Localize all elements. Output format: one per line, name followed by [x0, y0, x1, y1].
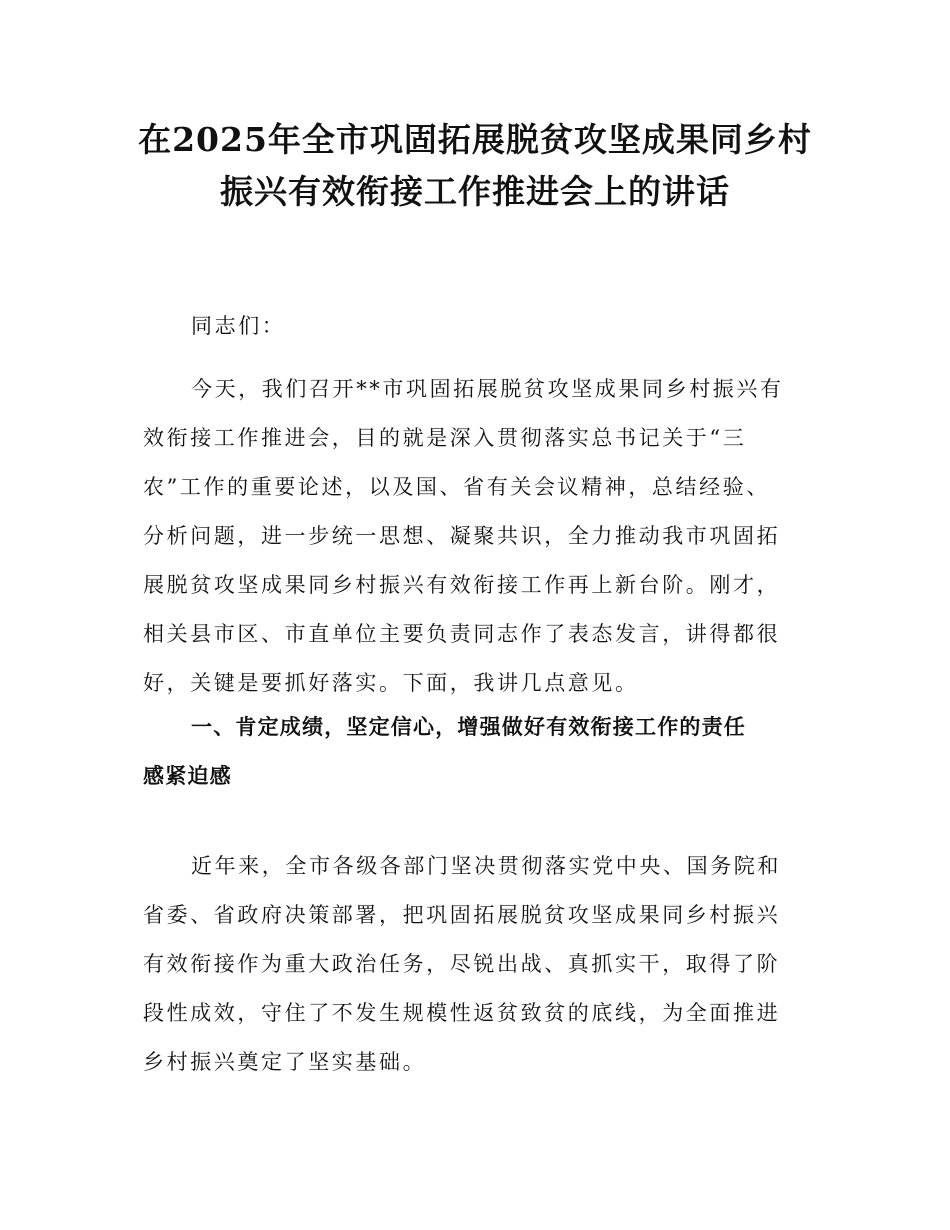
paragraph-line: 农”工作的重要论述，以及国、省有关会议精神，总结经验、 [143, 475, 770, 499]
heading-line: 一、肯定成绩，坚定信心，增强做好有效衔接工作的责任 [191, 715, 746, 739]
salutation: 同志们： [191, 314, 286, 338]
paragraph-line: 相关县市区、市直单位主要负责同志作了表态发言，讲得都很 [143, 622, 781, 646]
paragraph-line: 有效衔接作为重大政治任务，尽锐出战、真抓实干，取得了阶 [143, 952, 781, 976]
paragraph-line: 好，关键是要抓好落实。下面，我讲几点意见。 [143, 671, 639, 695]
paragraph-line: 效衔接工作推进会，目的就是深入贯彻落实总书记关于“三 [143, 426, 747, 450]
salutation-paragraph [143, 302, 811, 351]
title-line-2: 振兴有效衔接工作推进会上的讲话 [220, 172, 730, 211]
heading-line: 感紧迫感 [143, 764, 232, 788]
section-1-paragraph [143, 842, 811, 1087]
paragraph-line: 段性成效，守住了不发生规模性返贫致贫的底线，为全面推进 [143, 1001, 781, 1025]
paragraph-line: 分析问题，进一步统一思想、凝聚共识，全力推动我市巩固拓 [143, 524, 781, 548]
paragraph-line: 乡村振兴奠定了坚实基础。 [143, 1050, 427, 1074]
paragraph-line: 展脱贫攻坚成果同乡村振兴有效衔接工作再上新台阶。刚才， [143, 573, 781, 597]
opening-paragraph [143, 365, 811, 708]
document-title [120, 114, 830, 218]
title-line-1: 在2025年全市巩固拓展脱贫攻坚成果同乡村 [138, 120, 812, 159]
paragraph-line: 近年来，全市各级各部门坚决贯彻落实党中央、国务院和 [191, 854, 781, 878]
paragraph-line: 省委、省政府决策部署，把巩固拓展脱贫攻坚成果同乡村振兴 [143, 903, 781, 927]
section-heading-1 [143, 703, 811, 801]
paragraph-line: 今天，我们召开**市巩固拓展脱贫攻坚成果同乡村振兴有 [191, 377, 784, 401]
